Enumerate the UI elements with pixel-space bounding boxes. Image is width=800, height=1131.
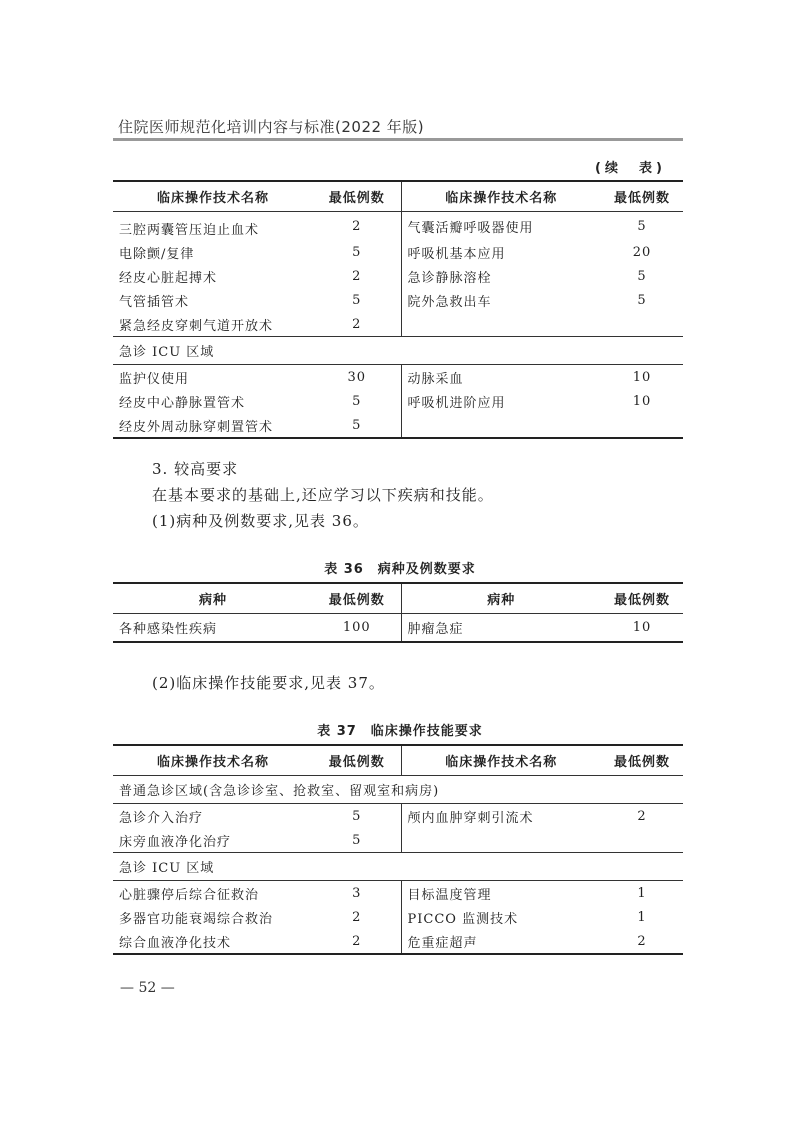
- cell: 床旁血液净化治疗: [119, 834, 232, 850]
- cell: 心脏骤停后综合征救治: [119, 887, 260, 903]
- cell: 气囊活瓣呼吸器使用: [407, 220, 534, 236]
- cell: 5: [313, 288, 401, 312]
- section-row: [113, 853, 683, 881]
- table-caption: 表 37 临床操作技能要求: [317, 724, 483, 739]
- table-row: [113, 264, 683, 288]
- cell: 经皮心脏起搏术: [119, 270, 218, 286]
- cell: 1: [637, 909, 647, 925]
- cell: 电除颤/复律: [119, 246, 195, 262]
- table-continued: [113, 180, 683, 439]
- col-header: 临床操作技术名称: [401, 745, 601, 776]
- table-row: [113, 804, 683, 829]
- cell: 10: [601, 614, 683, 643]
- table-caption: 表 36 病种及例数要求: [324, 562, 476, 577]
- cell: 急诊介入治疗: [119, 810, 204, 826]
- table-row: [113, 614, 683, 643]
- cell: 10: [632, 393, 652, 409]
- running-header: 住院医师规范化培训内容与标准(2022 年版): [118, 118, 425, 136]
- cell: 2: [313, 264, 401, 288]
- cell: 5: [313, 804, 401, 829]
- section-label: 普通急诊区域(含急诊诊室、抢救室、留观室和病房): [113, 776, 683, 804]
- cell: [401, 413, 601, 438]
- cell: 监护仪使用: [119, 371, 190, 387]
- table-row: [113, 288, 683, 312]
- cell: 经皮中心静脉置管术: [119, 395, 246, 411]
- cell: 各种感染性疾病: [113, 614, 313, 643]
- cell: 呼吸机基本应用: [407, 246, 506, 262]
- col-header: 临床操作技术名称: [401, 181, 601, 212]
- cell: 2: [601, 929, 683, 954]
- continuation-label: (续 表): [595, 161, 666, 176]
- col-header: 病种: [113, 583, 313, 614]
- col-header: 最低例数: [313, 181, 401, 212]
- cell: 紧急经皮穿刺气道开放术: [119, 318, 274, 334]
- cell: 2: [313, 929, 401, 954]
- page-number: — 52 —: [120, 980, 175, 996]
- cell: 2: [313, 312, 401, 337]
- cell: [601, 312, 683, 337]
- cell: 1: [637, 885, 647, 901]
- cell: 呼吸机进阶应用: [407, 395, 506, 411]
- cell: 100: [313, 614, 401, 643]
- cell: [601, 413, 683, 438]
- table-row: [113, 312, 683, 337]
- section-heading: 3. 较高要求: [152, 460, 239, 478]
- table-row: [113, 212, 683, 241]
- cell: 5: [313, 828, 401, 853]
- cell: 多器官功能衰竭综合救治: [119, 911, 274, 927]
- cell: 5: [313, 240, 401, 264]
- cell: 院外急救出车: [407, 294, 492, 310]
- table-row: [113, 828, 683, 853]
- table-row: [113, 413, 683, 438]
- table-row: [113, 389, 683, 413]
- table-header-row: [113, 181, 683, 212]
- cell: 20: [632, 244, 652, 260]
- cell: 2: [313, 212, 401, 241]
- table-row: [113, 365, 683, 390]
- cell: 综合血液净化技术: [113, 929, 313, 954]
- col-header: 最低例数: [601, 583, 683, 614]
- cell: 5: [637, 268, 647, 284]
- section-label: 急诊 ICU 区域: [113, 337, 683, 365]
- cell: 5: [637, 218, 647, 234]
- paragraph: (1)病种及例数要求,见表 36。: [152, 512, 369, 530]
- cell: 颅内血肿穿刺引流术: [407, 810, 534, 826]
- cell: 三腔两囊管压迫止血术: [119, 222, 260, 238]
- col-header: 临床操作技术名称: [113, 181, 313, 212]
- table-row: [113, 881, 683, 906]
- cell: 2: [637, 808, 647, 824]
- cell: 30: [313, 365, 401, 390]
- table-row: [113, 929, 683, 954]
- cell: 急诊静脉溶栓: [407, 270, 492, 286]
- cell: 动脉采血: [407, 371, 464, 387]
- table-row: [113, 905, 683, 929]
- col-header: 临床操作技术名称: [113, 745, 313, 776]
- cell: 5: [637, 292, 647, 308]
- cell: PICCO 监测技术: [407, 911, 519, 927]
- table-row: [113, 240, 683, 264]
- section-row: [113, 776, 683, 804]
- table-header-row: [113, 745, 683, 776]
- cell: [401, 312, 601, 337]
- cell: 危重症超声: [401, 929, 601, 954]
- header-rule: [113, 138, 683, 141]
- paragraph: 在基本要求的基础上,还应学习以下疾病和技能。: [152, 486, 494, 504]
- col-header: 病种: [401, 583, 601, 614]
- cell: 2: [313, 905, 401, 929]
- cell: 3: [313, 881, 401, 906]
- table-36: [113, 582, 683, 643]
- table-37: [113, 744, 683, 955]
- cell: 10: [632, 369, 652, 385]
- section-row: [113, 337, 683, 365]
- cell: [601, 828, 683, 853]
- col-header: 最低例数: [601, 181, 683, 212]
- paragraph: (2)临床操作技能要求,见表 37。: [152, 674, 385, 692]
- cell: [401, 828, 601, 853]
- table-header-row: [113, 583, 683, 614]
- cell: 气管插管术: [119, 294, 190, 310]
- section-label: 急诊 ICU 区域: [113, 853, 683, 881]
- col-header: 最低例数: [313, 583, 401, 614]
- col-header: 最低例数: [313, 745, 401, 776]
- cell: 5: [313, 389, 401, 413]
- cell: 目标温度管理: [407, 887, 492, 903]
- cell: 肿瘤急症: [401, 614, 601, 643]
- col-header: 最低例数: [601, 745, 683, 776]
- cell: 经皮外周动脉穿刺置管术: [113, 413, 313, 438]
- cell: 5: [313, 413, 401, 438]
